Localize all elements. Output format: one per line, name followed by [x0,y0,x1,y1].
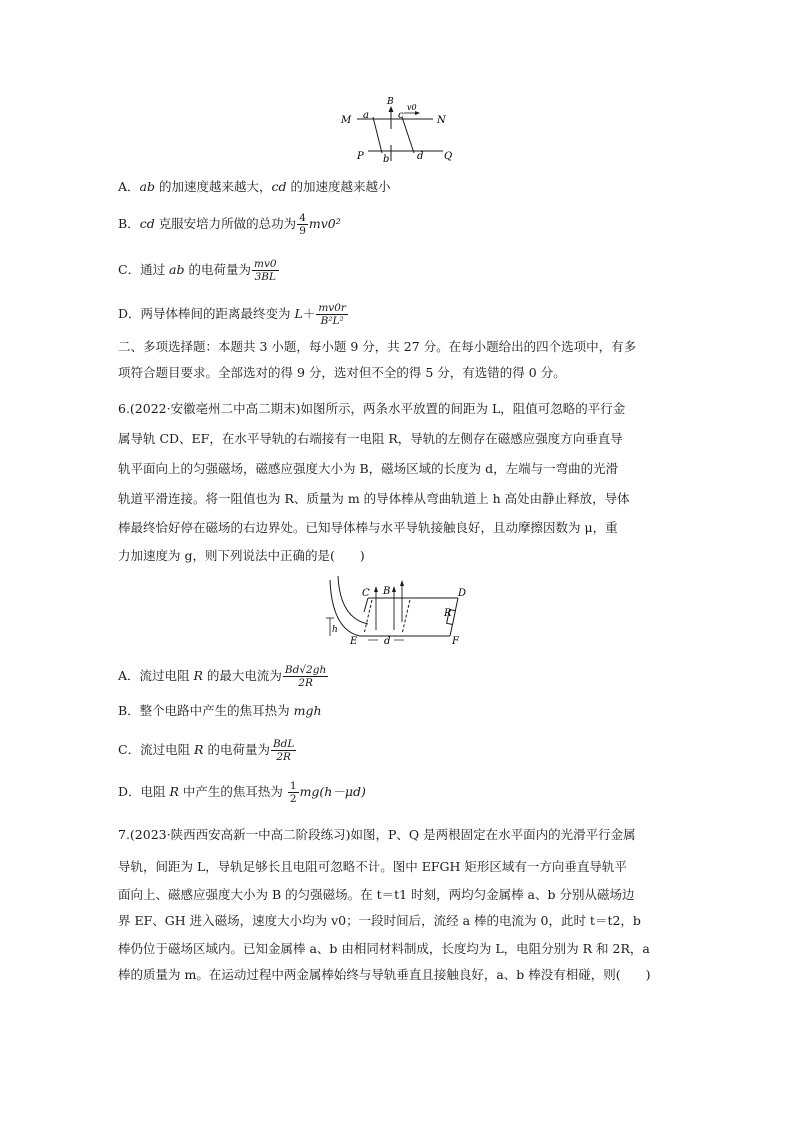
q6-stem-line-2: 属导轨 CD、EF，在水平导轨的右端接有一电阻 R，导轨的左侧存在磁感应强度方向垂直导 [118,431,623,446]
q5-option-a[interactable]: A．ab 的加速度越来越大，cd 的加速度越来越小 [118,179,391,194]
label-P: P [357,151,364,162]
fraction: $\frac{mv0}{3BL}$ [254,258,277,283]
figure-two-rods-on-rails [335,95,465,167]
label-d: d [384,636,391,647]
label-a: a [363,110,369,121]
label-D: D [458,588,467,599]
label-b: b [383,154,390,165]
q7-stem-line-6: 棒的质量为 m。在运动过程中两金属棒始终与导轨垂直且接触良好，a、b 棒没有相碰，则( ) [118,967,651,982]
q6-stem-line-6: 力加速度为 g，则下列说法中正确的是( ) [118,548,365,563]
q6-option-d[interactable]: D．电阻 R 中产生的焦耳热为 $\frac{1}{2}$ mg(h－μd) [118,780,366,805]
label-R: R [444,608,452,619]
fraction: $\frac{1}{2}$ [289,780,297,805]
fraction: $\frac{4}{9}$ [299,212,306,237]
label-E: E [350,636,358,647]
q6-option-a[interactable]: A．流过电阻 R 的最大电流为 $\frac{Bd√2gh}{2R}$ [118,664,327,689]
fraction: $\frac{mv0r}{\text{B²L²}}$ [318,302,346,327]
q6-stem-line-5: 棒最终恰好停在磁场的右边界处。已知导体棒与水平导轨接触良好，且动摩擦因数为 μ，重 [118,520,618,535]
label-d: d [417,151,424,162]
section-2-instructions-line-1: 二、多项选择题：本题共 3 小题，每小题 9 分，共 27 分。在每小题给出的四个选项中，有多 [118,339,637,354]
q5-option-b[interactable]: B．cd 克服安培力所做的总功为 $\frac{4}{9}$ mv0² [118,212,341,237]
label-C: C [362,588,370,599]
q6-stem-line-3: 轨平面向上的匀强磁场，磁感应强度大小为 B，磁场区域的长度为 d，左端与一弯曲的光滑 [118,461,619,476]
q7-stem-line-3: 面向上、磁感应强度大小为 B 的匀强磁场。在 t＝t1 时刻，两均匀金属棒 a、b 分别从磁场边 [118,887,635,902]
label-N: N [437,115,446,126]
section-2-instructions-line-2: 项符合题目要求。全部选对的得 9 分，选对但不全的得 5 分，有选错的得 0 分。 [118,365,566,380]
q7-stem-line-1: 7.(2023·陕西西安高新一中高二阶段练习)如图，P、Q 是两根固定在水平面内的光滑平行金属 [118,827,636,842]
label-h: h [332,625,338,635]
label-B: B [383,586,391,597]
q7-stem-line-4: 界 EF、GH 进入磁场，速度大小均为 v0；一段时间后，流经 a 棒的电流为 0，此时 t＝t2，b [118,913,641,928]
label-F: F [452,636,459,647]
figure-curved-rail-magnetic-field [318,572,478,648]
q7-stem-line-2: 导轨，间距为 L，导轨足够长且电阻可忽略不计。图中 EFGH 矩形区域有一方向垂直导轨平 [118,859,627,874]
label-B: B [387,97,394,107]
q7-stem-line-5: 棒仍位于磁场区域内。已知金属棒 a、b 由相同材料制成，长度均为 L，电阻分别为 R 和 2R，a [118,941,650,956]
label-M: M [341,115,352,126]
label-Q: Q [444,151,453,162]
q6-stem-line-4: 轨道平滑连接。将一阻值也为 R、质量为 m 的导体棒从弯曲轨道上 h 高处由静止释放，导体 [118,491,630,506]
q6-option-b[interactable]: B．整个电路中产生的焦耳热为 mgh [118,703,322,718]
fraction: $\frac{\text{BdL}}{2R}$ [272,738,295,763]
label-c: c [398,110,404,121]
q6-option-c[interactable]: C．流过电阻 R 的电荷量为 $\frac{\text{BdL}}{2R}$ [118,738,295,763]
q5-option-d[interactable]: D．两导体棒间的距离最终变为 L＋ $\frac{mv0r}{\text{B²L²}}$ [118,302,346,327]
label-v0: v0 [407,103,417,112]
q5-option-c[interactable]: C．通过 ab 的电荷量为 $\frac{mv0}{3BL}$ [118,258,277,283]
q6-stem-line-1: 6.(2022·安徽亳州二中高二期末)如图所示，两条水平放置的间距为 L，阻值可忽略的平行金 [118,401,626,416]
fraction: $\frac{Bd√2gh}{2R}$ [284,664,327,689]
